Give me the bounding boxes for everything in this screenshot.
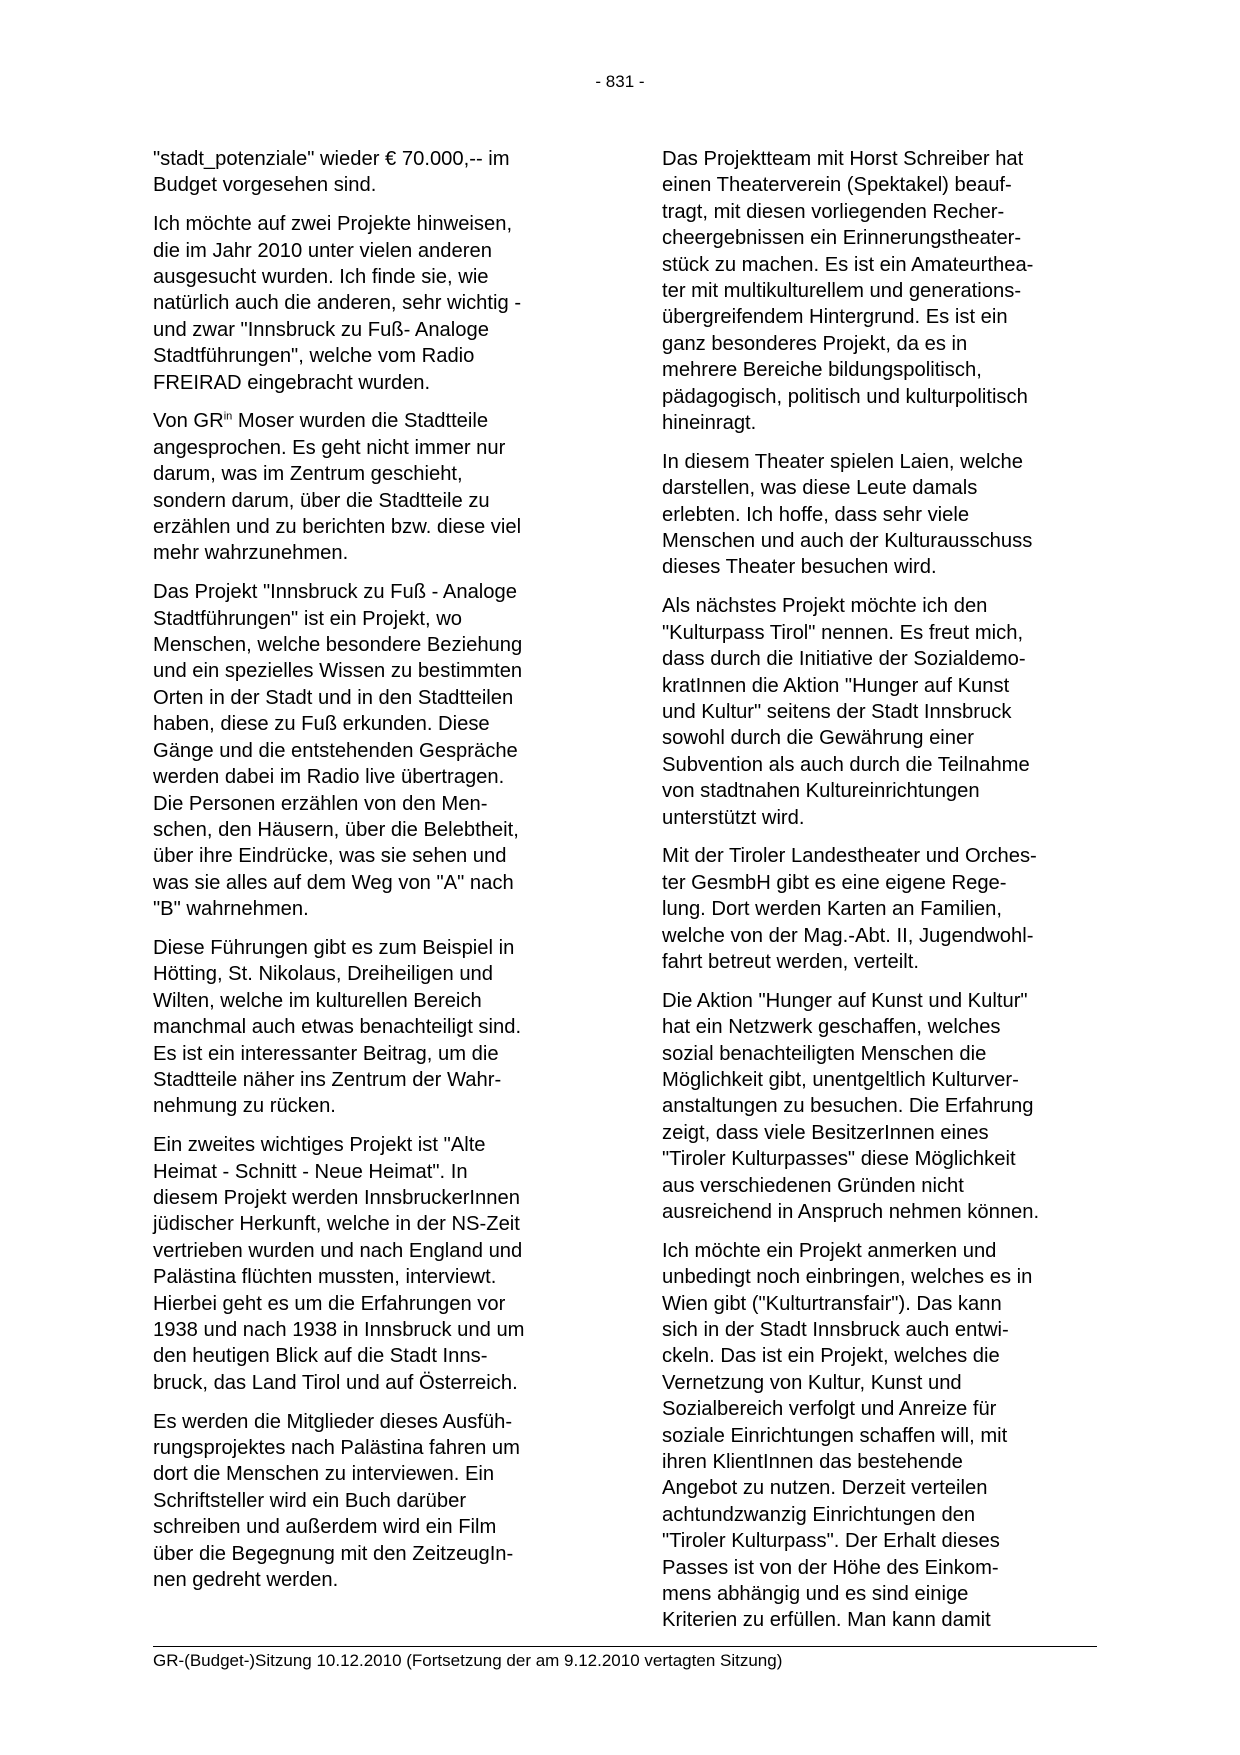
paragraph: Ich möchte ein Projekt anmerken und unbedingt noch einbringen, welches es in Wien gibt ("Kulturtransfair"). Das kann sich in der Stadt Innsbruck auch entwi- ckeln. Das ist ein Projekt, welches die Vernetzung von Kultur, Kunst und Sozialbereich verfolgt und Anreize für soziale Einrichtungen schaffen will, mit ihren KlientInnen das bestehende Angebot zu nutzen. Derzeit verteilen achtundzwanzig Einrichtungen den "Tiroler Kulturpass". Der Erhalt dieses Passes ist von der Höhe des Einkom- mens abhängig und es sind einige Kriterien zu erfüllen. Man kann damit bbox=[662, 1239, 1033, 1632]
right-column bbox=[662, 146, 1102, 1646]
paragraph: Es werden die Mitglieder dieses Ausfüh- rungsprojektes nach Palästina fahren um dort die Menschen zu interviewen. Ein Schriftsteller wird ein Buch darüber schreiben und außerdem wird ein Film über die Begegnung mit den ZeitzeugIn- nen gedreht werden. bbox=[153, 1410, 520, 1592]
paragraph bbox=[153, 408, 593, 566]
superscript: in bbox=[223, 410, 233, 423]
footer-text: GR-(Budget-)Sitzung 10.12.2010 (Fortsetzung der am 9.12.2010 vertagten Sitzung) bbox=[153, 1651, 783, 1670]
paragraph: Die Aktion "Hunger auf Kunst und Kultur" hat ein Netzwerk geschaffen, welches sozial benachteiligten Menschen die Möglichkeit gibt, unentgeltlich Kulturver- anstaltungen zu besuchen. Die Erfahrung zeigt, dass viele BesitzerInnen eines "Tiroler Kulturpasses" diese Möglichkeit aus verschiedenen Gründen nicht ausreichend in Anspruch nehmen können. bbox=[662, 989, 1040, 1223]
paragraph: Als nächstes Projekt möchte ich den "Kulturpass Tirol" nennen. Es freut mich, dass durch die Initiative der Sozialdemo- kratInnen die Aktion "Hunger auf Kunst und Kultur" seitens der Stadt Innsbruck sowohl durch die Gewährung einer Subvention als auch durch die Teilnahme von stadtnahen Kultureinrichtungen unterstützt wird. bbox=[662, 595, 1030, 829]
paragraph-text: Moser wurden die Stadtteile angesprochen. Es geht nicht immer nur darum, was im Zentrum geschieht, sondern darum, über die Stadtteile zu erzählen und zu berichten bzw. diese viel mehr wahrzunehmen. bbox=[153, 410, 522, 565]
paragraph: Diese Führungen gibt es zum Beispiel in Hötting, St. Nikolaus, Dreiheiligen und Wilten, welche im kulturellen Bereich manchmal auch etwas benachteiligt sind. Es ist ein interessanter Beitrag, um die Stadtteile näher ins Zentrum der Wahr- nehmung zu rücken. bbox=[153, 936, 522, 1118]
page-number: - 831 - bbox=[595, 72, 645, 91]
paragraph: Ich möchte auf zwei Projekte hinweisen, die im Jahr 2010 unter vielen anderen ausgesucht wurden. Ich finde sie, wie natürlich auch die anderen, sehr wichtig - und zwar "Innsbruck zu Fuß- Analoge Stadtführungen", welche vom Radio FREIRAD eingebracht wurden. bbox=[153, 213, 522, 394]
paragraph-prefix: Von GR bbox=[153, 410, 224, 433]
paragraph: In diesem Theater spielen Laien, welche darstellen, was diese Leute damals erlebten. Ich hoffe, dass sehr viele Menschen und auch der Kulturausschuss dieses Theater besuchen wird. bbox=[662, 450, 1033, 579]
paragraph: Das Projekt "Innsbruck zu Fuß - Analoge Stadtführungen" ist ein Projekt, wo Menschen, welche besondere Beziehung und ein spezielles Wissen zu bestimmten Orten in der Stadt und in den Stadtteilen haben, diese zu Fuß erkunden. Diese Gänge und die entstehenden Gespräche werden dabei im Radio live übertragen. Die Personen erzählen von den Men- schen, den Häusern, über die Belebtheit, über ihre Eindrücke, was sie sehen und was sie alles auf dem Weg von "A" nach "B" wahrnehmen. bbox=[153, 581, 523, 921]
left-column bbox=[153, 146, 593, 1606]
footer-divider bbox=[153, 1646, 1097, 1647]
paragraph: Mit der Tiroler Landestheater und Orches- ter GesmbH gibt es eine eigene Rege- lung. Dort werden Karten an Familien, welche von der Mag.-Abt. II, Jugendwohl- fahrt betreut werden, verteilt. bbox=[662, 845, 1037, 973]
paragraph: Ein zweites wichtiges Projekt ist "Alte Heimat - Schnitt - Neue Heimat". In diesem Projekt werden InnsbruckerInnen jüdischer Herkunft, welche in der NS-Zeit vertrieben wurden und nach England und Palästina flüchten mussten, interviewt. Hierbei geht es um die Erfahrungen vor 1938 und nach 1938 in Innsbruck und um den heutigen Blick auf die Stadt Inns- bruck, das Land Tirol und auf Österreich. bbox=[153, 1134, 525, 1394]
paragraph: "stadt_potenziale" wieder € 70.000,-- im Budget vorgesehen sind. bbox=[153, 148, 510, 197]
paragraph: Das Projektteam mit Horst Schreiber hat einen Theaterverein (Spektakel) beauf- tragt, mit diesen vorliegenden Recher- cheergebnissen ein Erinnerungstheater- stück zu machen. Es ist ein Amateurthea- ter mit multikulturellem und generations- übergreifendem Hintergrund. Es ist ein ganz besonderes Projekt, da es in mehrere Bereiche bildungspolitisch, pädagogisch, politisch und kulturpolitisch hineinragt. bbox=[662, 148, 1034, 435]
